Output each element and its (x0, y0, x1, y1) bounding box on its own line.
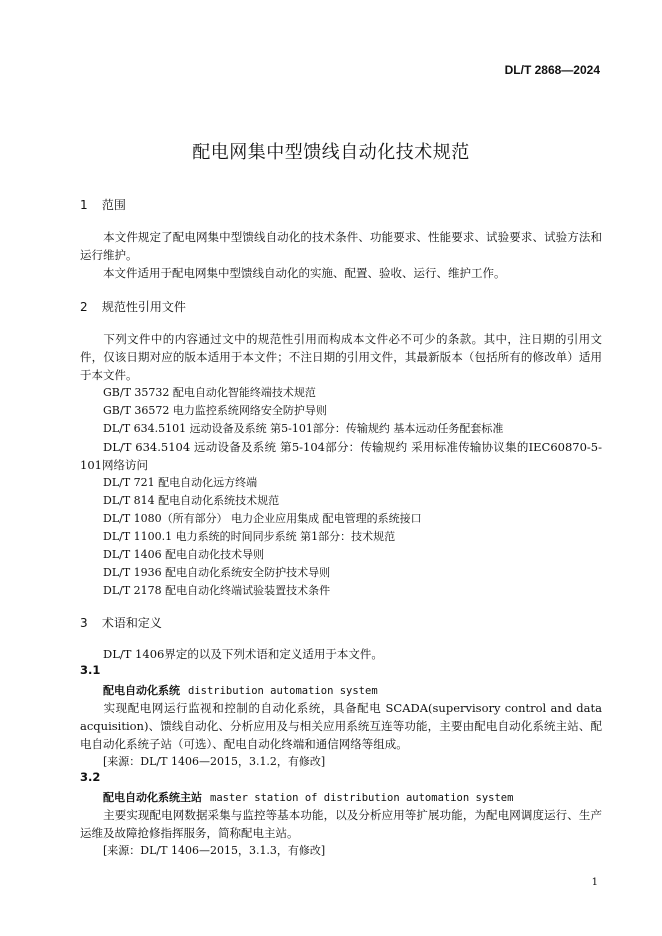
term-name (103, 789, 513, 805)
section-number: 1 (80, 198, 88, 212)
section-3-intro: DL/T 1406界定的以及下列术语和定义适用于本文件。 (103, 647, 383, 661)
section-1-para-2: 本文件适用于配电网集中型馈线自动化的实施、配置、验收、运行、维护工作。 (103, 266, 506, 280)
reference-item: GB/T 35732 配电自动化智能终端技术规范 (103, 386, 316, 399)
section-number: 2 (80, 300, 88, 314)
reference-item: DL/T 721 配电自动化远方终端 (103, 476, 258, 489)
section-1-para-1: 本文件规定了配电网集中型馈线自动化的技术条件、功能要求、性能要求、试验要求、试验方法和运行维护。 (80, 230, 602, 262)
term-number: 3.2 (80, 770, 101, 784)
term-source: [来源：DL/T 1406—2015，3.1.3，有修改] (103, 844, 326, 857)
section-number: 3 (80, 616, 88, 630)
section-3-heading (80, 614, 162, 631)
term-source: [来源：DL/T 1406—2015，3.1.2，有修改] (103, 755, 326, 768)
reference-item: GB/T 36572 电力监控系统网络安全防护导则 (103, 404, 327, 417)
section-2-intro: 下列文件中的内容通过文中的规范性引用而构成本文件必不可少的条款。其中，注日期的引用文件，仅该日期对应的版本适用于本文件；不注日期的引用文件，其最新版本（包括所有的修改单）适用于本文件。 (80, 332, 602, 382)
term-name-en: distribution automation system (188, 685, 378, 697)
term-name (103, 682, 378, 698)
reference-item: DL/T 1406 配电自动化技术导则 (103, 548, 265, 561)
reference-item: DL/T 1080（所有部分） 电力企业应用集成 配电管理的系统接口 (103, 512, 422, 525)
section-title: 术语和定义 (101, 616, 162, 630)
document-title: 配电网集中型馈线自动化技术规范 (192, 142, 470, 163)
term-definition: 实现配电网运行监视和控制的自动化系统，具备配电 SCADA(supervisory control and data acquisition)、馈线自动化、分析应用及与相关应用系统互连等功能，主要由配电自动化系统主站、配电自动化系统子站（可选）、配电自动化终端和通信网络等组成。 (80, 701, 602, 751)
term-definition: 主要实现配电网数据采集与监控等基本功能，以及分析应用等扩展功能，为配电网调度运行、生产运维及故障抢修指挥服务，简称配电主站。 (80, 808, 602, 840)
term-number: 3.1 (80, 663, 101, 677)
reference-item: DL/T 814 配电自动化系统技术规范 (103, 494, 280, 507)
reference-item: DL/T 634.5104 远动设备及系统 第5-104部分：传输规约 采用标准传输协议集的IEC60870-5-101网络访问 (80, 440, 602, 472)
reference-item: DL/T 1936 配电自动化系统安全防护技术导则 (103, 566, 331, 579)
section-2-heading (80, 298, 186, 315)
term-name-cn: 配电自动化系统主站 (103, 791, 202, 804)
section-title: 范围 (101, 198, 126, 212)
page-number: 1 (591, 877, 598, 888)
section-title: 规范性引用文件 (101, 300, 186, 314)
term-name-en: master station of distribution automation system (210, 792, 514, 804)
reference-item: DL/T 1100.1 电力系统的时间同步系统 第1部分：技术规范 (103, 530, 396, 543)
reference-item: DL/T 2178 配电自动化终端试验装置技术条件 (103, 584, 331, 597)
reference-item: DL/T 634.5101 远动设备及系统 第5-101部分：传输规约 基本远动任务配套标准 (103, 422, 504, 435)
term-name-cn: 配电自动化系统 (103, 684, 180, 697)
standard-code: DL/T 2868—2024 (504, 63, 600, 77)
section-1-heading (80, 196, 126, 213)
